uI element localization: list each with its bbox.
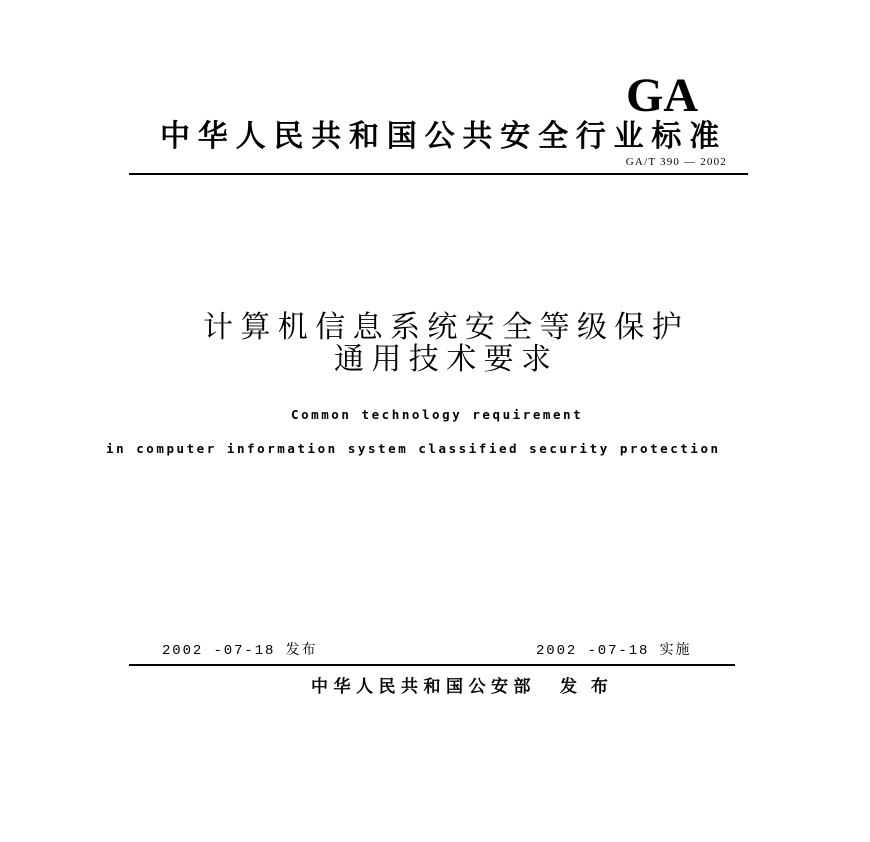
document-title-en-line2: in computer information system classified security protection [106, 441, 721, 456]
implementation-date: 2002 -07-18 实施 [536, 643, 692, 659]
header-divider [129, 173, 748, 175]
standard-number: GA/T 390 — 2002 [625, 156, 727, 168]
issue-label: 发 布 [560, 677, 612, 697]
issuer-statement [311, 677, 612, 697]
footer-divider [129, 664, 735, 666]
standard-code-logo: GA [626, 69, 698, 122]
document-title-cn-line2: 通用技术要求 [334, 342, 559, 377]
document-title-en-line1: Common technology requirement [291, 407, 584, 422]
document-title-cn-line1: 计算机信息系统安全等级保护 [203, 310, 690, 345]
issue-date: 2002 -07-18 发布 [162, 643, 318, 659]
issuer-name: 中华人民共和国公安部 [311, 677, 536, 697]
standard-category-title: 中华人民共和国公共安全行业标准 [160, 119, 727, 154]
